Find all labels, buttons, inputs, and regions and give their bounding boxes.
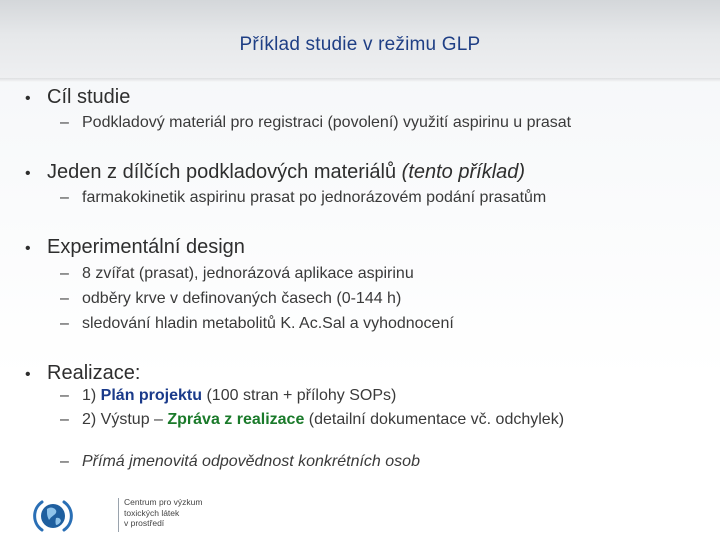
logo-line-3: v prostředí (124, 518, 165, 528)
sub-realization-1-post: (100 stran + přílohy SOPs) (202, 387, 397, 404)
logo-text (124, 497, 214, 529)
sub-design-1-text: 8 zvířat (prasat), jednorázová aplikace aspirinu (82, 265, 414, 282)
dash-marker: – (60, 265, 69, 282)
bullet-goal-text: Cíl studie (47, 86, 131, 108)
sub-design-3 (60, 315, 454, 333)
sub-realization-1-pre: 1) (82, 387, 101, 404)
bullet-goal (25, 86, 130, 109)
dash-marker: – (60, 189, 69, 206)
logo-line-1: Centrum pro výzkum (124, 497, 203, 507)
bullet-design-text: Experimentální design (47, 236, 245, 258)
bullet-realization (25, 362, 140, 385)
logo-line-2: toxických látek (124, 507, 180, 518)
sub-goal-1-text: Podkladový materiál pro registraci (povolení) využití aspirinu u prasat (82, 114, 572, 131)
bullet-partial-text: Jeden z dílčích podkladových materiálů (47, 161, 397, 183)
slide-title: Příklad studie v režimu GLP (239, 34, 481, 55)
title-bar (0, 0, 720, 78)
sub-goal-1 (60, 114, 571, 132)
bullet-partial-italic: (tento příklad) (401, 161, 526, 183)
bullet-realization-text: Realizace: (47, 362, 141, 384)
sub-design-2 (60, 290, 401, 308)
dash-marker: – (60, 387, 69, 404)
sub-design-2-text: odběry krve v definovaných časech (0-144 h) (82, 290, 402, 307)
bullet-marker: • (25, 90, 31, 107)
sub-partial-1-text: farmakokinetik aspirinu prasat po jednorázovém podání prasatům (82, 189, 547, 206)
plan-projektu-highlight: Plán projektu (100, 387, 203, 404)
dash-marker: – (60, 453, 69, 470)
globe-logo-icon (33, 496, 73, 536)
sub-realization-3 (60, 453, 420, 471)
recetox-logo (30, 492, 203, 538)
bullet-partial-materials (25, 161, 525, 184)
sub-realization-2 (60, 411, 564, 429)
zprava-highlight: Zpráva z realizace (167, 411, 305, 428)
bullet-marker: • (25, 165, 31, 182)
sub-design-1 (60, 265, 414, 283)
sub-realization-1 (60, 387, 396, 405)
dash-marker: – (60, 114, 69, 131)
bullet-design (25, 236, 245, 259)
dash-marker: – (60, 315, 69, 332)
sub-realization-3-text: Přímá jmenovitá odpovědnost konkrétních osob (82, 453, 420, 470)
dash-marker: – (60, 411, 69, 428)
sub-partial-1 (60, 189, 546, 207)
dash-marker: – (60, 290, 69, 307)
sub-design-3-text: sledování hladin metabolitů K. Ac.Sal a vyhodnocení (82, 315, 454, 332)
bullet-marker: • (25, 240, 31, 257)
sub-realization-2-pre: 2) Výstup – (82, 411, 168, 428)
bullet-marker: • (25, 366, 31, 383)
sub-realization-2-post: (detailní dokumentace vč. odchylek) (304, 411, 565, 428)
logo-divider (118, 498, 119, 532)
